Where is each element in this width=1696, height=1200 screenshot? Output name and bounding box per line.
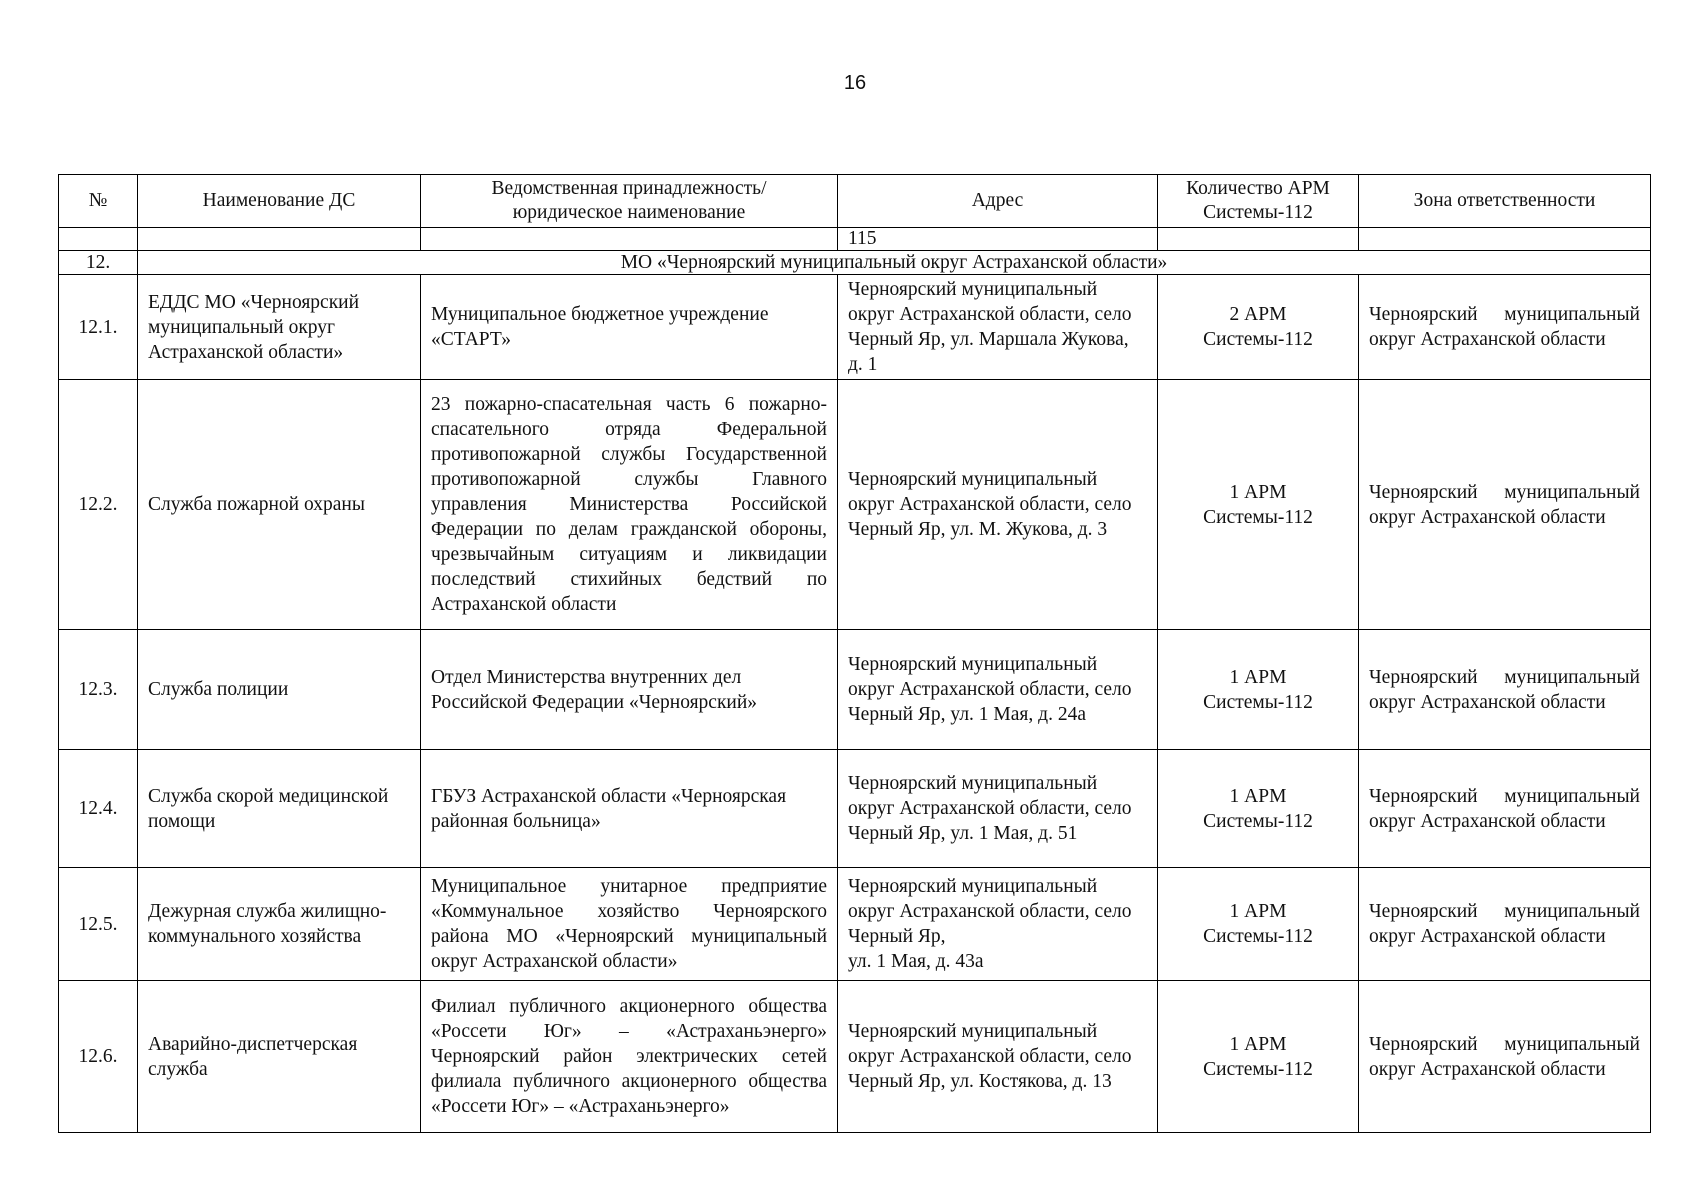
cell-zone: Черноярский муниципальный округ Астраханской области [1359,981,1651,1133]
cell-address: Черноярский муниципальный округ Астраханской области, село Черный Яр, ул. М. Жукова, д. 3 [838,380,1158,630]
cell-arm-count: 1 АРМ Системы-112 [1158,630,1359,750]
cell-zone: Черноярский муниципальный округ Астраханской области [1359,275,1651,380]
cell-num: 12.4. [59,750,138,868]
table-row [59,228,1651,251]
cell-department: Муниципальное унитарное предприятие «Коммунальное хозяйство Черноярского района МО «Черноярский муниципальный округ Астраханской области» [421,868,838,981]
services-table [58,174,1651,1133]
cell-name: Служба скорой медицинской помощи [138,750,421,868]
table-row [59,380,1651,630]
header-address: Адрес [838,175,1158,228]
cell-num: 12.1. [59,275,138,380]
cell-name: Служба пожарной охраны [138,380,421,630]
table-row [59,275,1651,380]
cell-num: 12.2. [59,380,138,630]
cell-arm-count: 1 АРМ Системы-112 [1158,981,1359,1133]
table-row [59,630,1651,750]
cell-address: Черноярский муниципальный округ Астраханской области, село Черный Яр, ул. Маршала Жукова, д. 1 [838,275,1158,380]
table-row [59,868,1651,981]
cell-name: ЕДДС МО «Черноярский муниципальный округ Астраханской области» [138,275,421,380]
cell-department: Муниципальное бюджетное учреждение «СТАРТ» [421,275,838,380]
header-arm-count: Количество АРМ Системы-112 [1158,175,1359,228]
table-row [59,981,1651,1133]
cell-address: 115 [838,228,1158,251]
page-number: 16 [843,72,867,94]
cell-num: 12.6. [59,981,138,1133]
cell-address: Черноярский муниципальный округ Астраханской области, село Черный Яр, ул. 1 Мая, д. 24а [838,630,1158,750]
cell-zone: Черноярский муниципальный округ Астраханской области [1359,868,1651,981]
table-row [59,750,1651,868]
cell-zone: Черноярский муниципальный округ Астраханской области [1359,750,1651,868]
cell-name: Служба полиции [138,630,421,750]
cell-department: Филиал публичного акционерного общества «Россети Юг» – «Астраханьэнерго» Черноярский район электрических сетей филиала публичного акционерного общества «Россети Юг» – «Астраханьэнерго» [421,981,838,1133]
group-row [59,251,1651,275]
header-name: Наименование ДС [138,175,421,228]
cell-arm-count: 2 АРМ Системы-112 [1158,275,1359,380]
cell-zone: Черноярский муниципальный округ Астраханской области [1359,380,1651,630]
cell-num: 12.3. [59,630,138,750]
cell-address: Черноярский муниципальный округ Астраханской области, село Черный Яр, ул. Костякова, д. 13 [838,981,1158,1133]
cell-num: 12.5. [59,868,138,981]
header-num: № [59,175,138,228]
cell-arm-count: 1 АРМ Системы-112 [1158,750,1359,868]
cell-name: Аварийно-диспетчерская служба [138,981,421,1133]
group-title: МО «Черноярский муниципальный округ Астраханской области» [138,251,1651,275]
cell-address: Черноярский муниципальный округ Астраханской области, село Черный Яр, ул. 1 Мая, д. 51 [838,750,1158,868]
table-header-row [59,175,1651,228]
group-num: 12. [59,251,138,275]
cell-arm-count: 1 АРМ Системы-112 [1158,868,1359,981]
cell-name: Дежурная служба жилищно-коммунального хозяйства [138,868,421,981]
cell-zone: Черноярский муниципальный округ Астраханской области [1359,630,1651,750]
cell-address: Черноярский муниципальный округ Астраханской области, село Черный Яр, ул. 1 Мая, д. 43а [838,868,1158,981]
header-department: Ведомственная принадлежность/ юридическое наименование [421,175,838,228]
cell-arm-count: 1 АРМ Системы-112 [1158,380,1359,630]
cell-department: ГБУЗ Астраханской области «Черноярская районная больница» [421,750,838,868]
cell-department: Отдел Министерства внутренних дел Российской Федерации «Черноярский» [421,630,838,750]
header-zone: Зона ответственности [1359,175,1651,228]
cell-department: 23 пожарно-спасательная часть 6 пожарно-спасательного отряда Федеральной противопожарной службы Государственной противопожарной службы Главного управления Министерства Российской Федерации по делам гражданской обороны, чрезвычайным ситуациям и ликвидации последствий стихийных бедствий по Астраханской области [421,380,838,630]
